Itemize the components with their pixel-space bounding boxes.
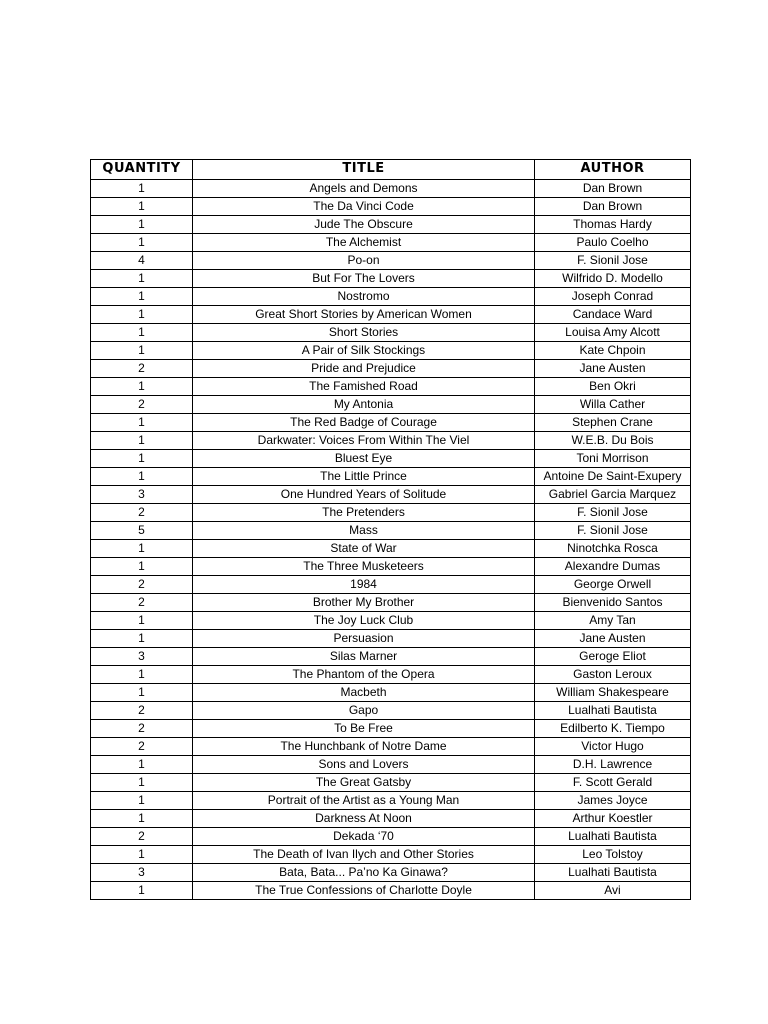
table-row xyxy=(91,360,691,378)
quantity-cell: 1 xyxy=(91,288,193,306)
title-cell: The Red Badge of Courage xyxy=(193,414,535,432)
title-cell: Bluest Eye xyxy=(193,450,535,468)
table-row xyxy=(91,504,691,522)
quantity-cell: 1 xyxy=(91,774,193,792)
author-cell: W.E.B. Du Bois xyxy=(535,432,691,450)
author-cell: Willa Cather xyxy=(535,396,691,414)
author-cell: Louisa Amy Alcott xyxy=(535,324,691,342)
author-cell: F. Scott Gerald xyxy=(535,774,691,792)
title-cell: The Famished Road xyxy=(193,378,535,396)
title-cell: A Pair of Silk Stockings xyxy=(193,342,535,360)
table-row xyxy=(91,522,691,540)
author-cell: Lualhati Bautista xyxy=(535,864,691,882)
quantity-cell: 1 xyxy=(91,234,193,252)
title-cell: The Hunchbank of Notre Dame xyxy=(193,738,535,756)
author-cell: Ninotchka Rosca xyxy=(535,540,691,558)
title-cell: Macbeth xyxy=(193,684,535,702)
author-cell: Candace Ward xyxy=(535,306,691,324)
quantity-cell: 1 xyxy=(91,630,193,648)
quantity-cell: 1 xyxy=(91,540,193,558)
table-row xyxy=(91,306,691,324)
author-cell: Bienvenido Santos xyxy=(535,594,691,612)
quantity-cell: 1 xyxy=(91,450,193,468)
author-cell: Stephen Crane xyxy=(535,414,691,432)
author-cell: Geroge Eliot xyxy=(535,648,691,666)
title-cell: Nostromo xyxy=(193,288,535,306)
author-cell: Victor Hugo xyxy=(535,738,691,756)
table-row xyxy=(91,396,691,414)
title-cell: Portrait of the Artist as a Young Man xyxy=(193,792,535,810)
quantity-cell: 2 xyxy=(91,576,193,594)
table-row xyxy=(91,576,691,594)
table-row xyxy=(91,198,691,216)
quantity-cell: 1 xyxy=(91,684,193,702)
book-inventory-table xyxy=(90,159,691,900)
author-cell: George Orwell xyxy=(535,576,691,594)
title-cell: Bata, Bata... Pa’no Ka Ginawa? xyxy=(193,864,535,882)
title-cell: Darkwater: Voices From Within The Viel xyxy=(193,432,535,450)
title-cell: Gapo xyxy=(193,702,535,720)
quantity-cell: 3 xyxy=(91,648,193,666)
title-cell: The Joy Luck Club xyxy=(193,612,535,630)
author-cell: Thomas Hardy xyxy=(535,216,691,234)
title-cell: Jude The Obscure xyxy=(193,216,535,234)
author-cell: Gaston Leroux xyxy=(535,666,691,684)
quantity-cell: 1 xyxy=(91,270,193,288)
title-cell: The Death of Ivan Ilych and Other Stories xyxy=(193,846,535,864)
quantity-cell: 1 xyxy=(91,216,193,234)
author-cell: Alexandre Dumas xyxy=(535,558,691,576)
quantity-cell: 2 xyxy=(91,594,193,612)
quantity-cell: 5 xyxy=(91,522,193,540)
quantity-cell: 1 xyxy=(91,324,193,342)
table-row xyxy=(91,846,691,864)
author-cell: James Joyce xyxy=(535,792,691,810)
author-cell: Jane Austen xyxy=(535,360,691,378)
quantity-cell: 1 xyxy=(91,378,193,396)
quantity-cell: 1 xyxy=(91,846,193,864)
quantity-cell: 1 xyxy=(91,432,193,450)
table-row xyxy=(91,630,691,648)
table-header xyxy=(91,160,691,180)
quantity-cell: 4 xyxy=(91,252,193,270)
author-cell: Wilfrido D. Modello xyxy=(535,270,691,288)
table-row xyxy=(91,612,691,630)
quantity-cell: 2 xyxy=(91,360,193,378)
author-cell: Joseph Conrad xyxy=(535,288,691,306)
quantity-cell: 1 xyxy=(91,558,193,576)
title-cell: To Be Free xyxy=(193,720,535,738)
quantity-cell: 2 xyxy=(91,720,193,738)
table-row xyxy=(91,540,691,558)
title-cell: Mass xyxy=(193,522,535,540)
title-cell: Darkness At Noon xyxy=(193,810,535,828)
author-cell: F. Sionil Jose xyxy=(535,504,691,522)
table-row xyxy=(91,666,691,684)
quantity-cell: 2 xyxy=(91,828,193,846)
table-row xyxy=(91,864,691,882)
title-cell: Po-on xyxy=(193,252,535,270)
quantity-cell: 2 xyxy=(91,504,193,522)
author-cell: F. Sionil Jose xyxy=(535,522,691,540)
table-row xyxy=(91,414,691,432)
table-row xyxy=(91,702,691,720)
header-quantity: QUANTITY xyxy=(91,160,193,180)
title-cell: The Pretenders xyxy=(193,504,535,522)
table-row xyxy=(91,324,691,342)
author-cell: F. Sionil Jose xyxy=(535,252,691,270)
title-cell: The Three Musketeers xyxy=(193,558,535,576)
quantity-cell: 1 xyxy=(91,792,193,810)
table-row xyxy=(91,450,691,468)
title-cell: The Great Gatsby xyxy=(193,774,535,792)
title-cell: The Alchemist xyxy=(193,234,535,252)
title-cell: State of War xyxy=(193,540,535,558)
quantity-cell: 2 xyxy=(91,396,193,414)
quantity-cell: 1 xyxy=(91,612,193,630)
author-cell: Lualhati Bautista xyxy=(535,702,691,720)
author-cell: Jane Austen xyxy=(535,630,691,648)
author-cell: Dan Brown xyxy=(535,180,691,198)
author-cell: Paulo Coelho xyxy=(535,234,691,252)
table-row xyxy=(91,252,691,270)
author-cell: Edilberto K. Tiempo xyxy=(535,720,691,738)
table-row xyxy=(91,828,691,846)
table-row xyxy=(91,216,691,234)
title-cell: My Antonia xyxy=(193,396,535,414)
table-row xyxy=(91,648,691,666)
author-cell: D.H. Lawrence xyxy=(535,756,691,774)
table-row xyxy=(91,738,691,756)
author-cell: Gabriel Garcia Marquez xyxy=(535,486,691,504)
title-cell: But For The Lovers xyxy=(193,270,535,288)
table-row xyxy=(91,468,691,486)
table-row xyxy=(91,270,691,288)
author-cell: Avi xyxy=(535,882,691,900)
author-cell: Leo Tolstoy xyxy=(535,846,691,864)
title-cell: Sons and Lovers xyxy=(193,756,535,774)
title-cell: Brother My Brother xyxy=(193,594,535,612)
quantity-cell: 1 xyxy=(91,882,193,900)
quantity-cell: 3 xyxy=(91,486,193,504)
title-cell: The Da Vinci Code xyxy=(193,198,535,216)
title-cell: The Little Prince xyxy=(193,468,535,486)
author-cell: William Shakespeare xyxy=(535,684,691,702)
title-cell: Great Short Stories by American Women xyxy=(193,306,535,324)
table-row xyxy=(91,558,691,576)
quantity-cell: 1 xyxy=(91,306,193,324)
author-cell: Amy Tan xyxy=(535,612,691,630)
title-cell: 1984 xyxy=(193,576,535,594)
title-cell: Angels and Demons xyxy=(193,180,535,198)
title-cell: Silas Marner xyxy=(193,648,535,666)
author-cell: Toni Morrison xyxy=(535,450,691,468)
table-row xyxy=(91,288,691,306)
quantity-cell: 1 xyxy=(91,468,193,486)
author-cell: Lualhati Bautista xyxy=(535,828,691,846)
table-body xyxy=(91,180,691,900)
quantity-cell: 1 xyxy=(91,666,193,684)
quantity-cell: 2 xyxy=(91,738,193,756)
author-cell: Kate Chpoin xyxy=(535,342,691,360)
table-row xyxy=(91,684,691,702)
title-cell: Persuasion xyxy=(193,630,535,648)
author-cell: Antoine De Saint-Exupery xyxy=(535,468,691,486)
title-cell: The True Confessions of Charlotte Doyle xyxy=(193,882,535,900)
table-row xyxy=(91,792,691,810)
table-row xyxy=(91,378,691,396)
header-title: TITLE xyxy=(193,160,535,180)
table-row xyxy=(91,774,691,792)
quantity-cell: 2 xyxy=(91,702,193,720)
table-row xyxy=(91,720,691,738)
author-cell: Ben Okri xyxy=(535,378,691,396)
title-cell: Pride and Prejudice xyxy=(193,360,535,378)
header-author: AUTHOR xyxy=(535,160,691,180)
header-row xyxy=(91,160,691,180)
table-row xyxy=(91,342,691,360)
table-row xyxy=(91,486,691,504)
quantity-cell: 1 xyxy=(91,756,193,774)
table-row xyxy=(91,810,691,828)
title-cell: Dekada ‘70 xyxy=(193,828,535,846)
quantity-cell: 3 xyxy=(91,864,193,882)
table-row xyxy=(91,234,691,252)
table-row xyxy=(91,756,691,774)
title-cell: The Phantom of the Opera xyxy=(193,666,535,684)
table-row xyxy=(91,180,691,198)
author-cell: Dan Brown xyxy=(535,198,691,216)
quantity-cell: 1 xyxy=(91,180,193,198)
table-row xyxy=(91,882,691,900)
quantity-cell: 1 xyxy=(91,414,193,432)
table-row xyxy=(91,432,691,450)
title-cell: Short Stories xyxy=(193,324,535,342)
author-cell: Arthur Koestler xyxy=(535,810,691,828)
quantity-cell: 1 xyxy=(91,198,193,216)
table-row xyxy=(91,594,691,612)
quantity-cell: 1 xyxy=(91,810,193,828)
quantity-cell: 1 xyxy=(91,342,193,360)
title-cell: One Hundred Years of Solitude xyxy=(193,486,535,504)
